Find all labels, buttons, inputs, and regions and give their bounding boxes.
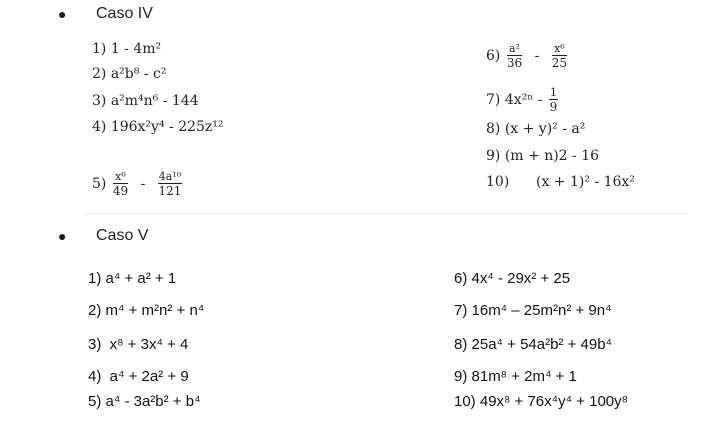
caso5-item-2: 2) m⁴ + m²n² + n⁴ xyxy=(88,302,205,319)
caso5-item-5: 5) a⁴ - 3a²b² + b⁴ xyxy=(88,393,201,410)
caso4-item-7-label: 7) 4x²ⁿ - xyxy=(486,92,543,108)
fraction xyxy=(549,86,558,114)
caso5-item-8: 8) 25a⁴ + 54a²b² + 49b⁴ xyxy=(454,336,612,353)
fraction-2-denominator: 121 xyxy=(158,184,182,198)
caso5-item-7: 7) 16m⁴ – 25m²n² + 9n⁴ xyxy=(454,302,612,319)
fraction-1 xyxy=(113,170,128,198)
caso5-item-10: 10) 49x⁸ + 76x⁴y⁴ + 100y⁸ xyxy=(454,393,628,410)
caso4-item-2: 2) a²b⁸ - c² xyxy=(92,66,167,82)
caso4-item-3: 3) a²m⁴n⁶ - 144 xyxy=(92,93,199,109)
fraction-1-denominator: 36 xyxy=(506,56,523,70)
caso5-item-3: 3) x⁸ + 3x⁴ + 4 xyxy=(88,336,189,353)
fraction-2-denominator: 25 xyxy=(551,56,568,70)
fraction-1 xyxy=(507,42,522,70)
caso4-item-7 xyxy=(486,86,560,114)
caso5-item-6: 6) 4x⁴ - 29x² + 25 xyxy=(454,270,571,287)
fraction-1-numerator: a² xyxy=(507,42,522,56)
fraction-numerator: 1 xyxy=(549,86,557,99)
minus-operator: - xyxy=(534,48,540,64)
section-divider xyxy=(84,213,688,214)
caso4-item-6-label: 6) xyxy=(486,48,501,64)
caso5-item-9: 9) 81m⁸ + 2m⁴ + 1 xyxy=(454,368,577,385)
minus-operator: - xyxy=(140,176,146,192)
caso4-item-9: 9) (m + n)2 - 16 xyxy=(486,148,600,164)
fraction-1-denominator: 49 xyxy=(112,184,129,198)
fraction-2 xyxy=(158,170,182,198)
caso4-item-5 xyxy=(92,170,184,198)
fraction-2-numerator: 4a¹⁰ xyxy=(158,170,182,183)
caso4-item-4: 4) 196x²y⁴ - 225z¹² xyxy=(92,119,224,135)
bullet-caso-5: ● xyxy=(58,228,67,244)
caso4-item-6 xyxy=(486,42,569,70)
caso5-item-1: 1) a⁴ + a² + 1 xyxy=(88,270,177,287)
caso4-item-1: 1) 1 - 4m² xyxy=(92,41,162,57)
bullet-caso-4: ● xyxy=(58,6,67,22)
caso4-item-5-label: 5) xyxy=(92,176,107,192)
section-title-caso-5: Caso V xyxy=(96,227,149,244)
caso4-item-8: 8) (x + y)² - a² xyxy=(486,121,586,137)
caso5-item-4: 4) a⁴ + 2a² + 9 xyxy=(88,368,189,385)
fraction-denominator: 9 xyxy=(549,100,558,114)
section-title-caso-4: Caso IV xyxy=(96,5,153,22)
fraction-2-numerator: x⁶ xyxy=(552,42,567,56)
fraction-1-numerator: x⁶ xyxy=(113,170,128,184)
caso4-item-10: 10) (x + 1)² - 16x² xyxy=(486,174,635,190)
fraction-2 xyxy=(552,42,567,70)
